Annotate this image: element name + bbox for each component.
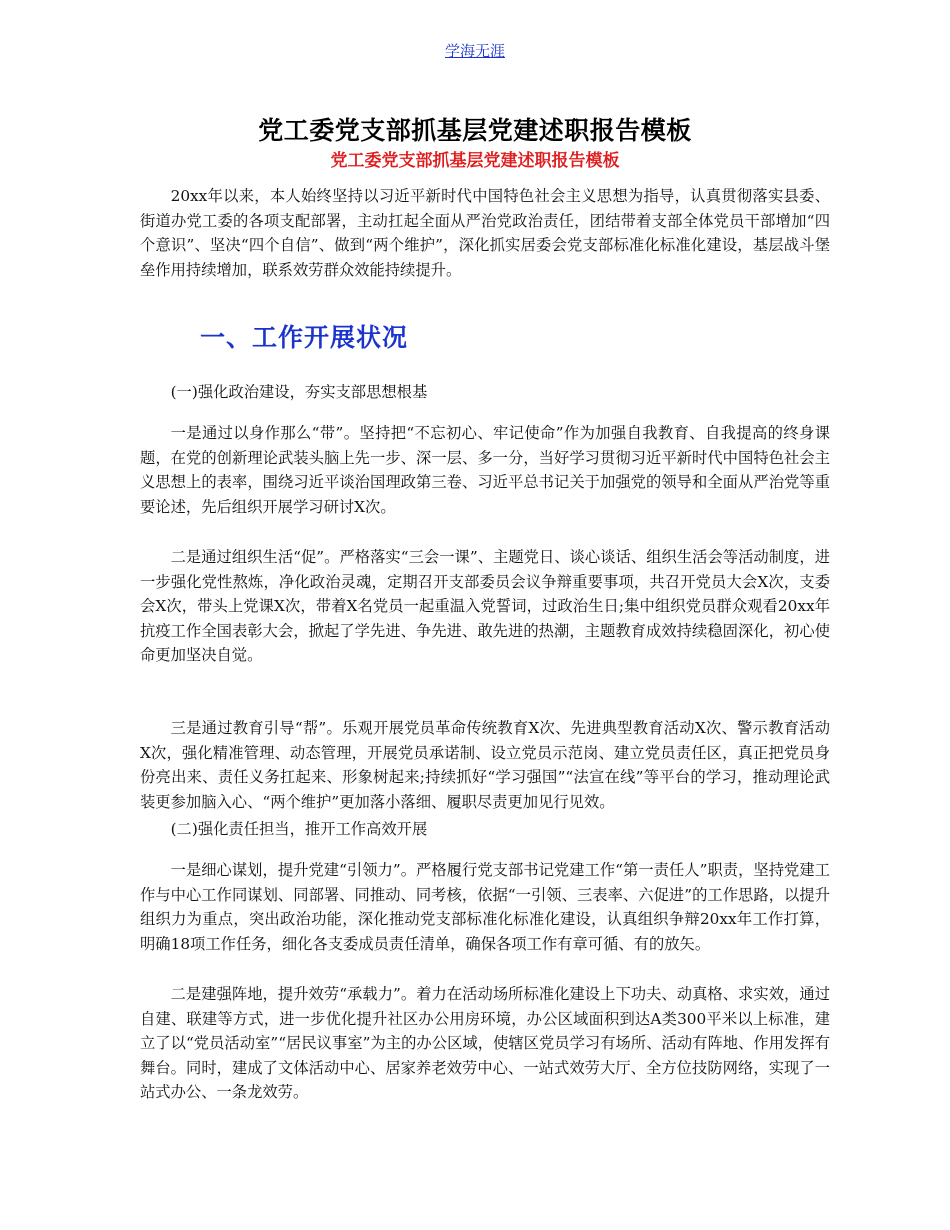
document-subtitle: 党工委党支部抓基层党建述职报告模板 — [330, 151, 620, 171]
intro-paragraph: 20xx年以来，本人始终坚持以习近平新时代中国特色社会主义思想为指导，认真贯彻落实县委、街道办党工委的各项支配部署，主动扛起全面从严治党政治责任，团结带着支部全体党员干部增加“四个意识”、坚决“四个自信”、做到“两个维护”，深化抓实居委会党支部标准化标准化建设，基层战斗堡垒作用持续增加，联系效劳群众效能持续提升。 — [140, 187, 830, 279]
body-paragraph-1: 一是通过以身作那么“带”。坚持把“不忘初心、牢记使命”作为加强自我教育、自我提高的终身课题，在党的创新理论武装头脑上先一步、深一层、多一分，当好学习贯彻习近平新时代中国特色社会主义思想上的表率，围绕习近平谈治国理政第三卷、习近平总书记关于加强党的领导和全面从严治党等重要论述，先后组织开展学习研讨X次。 — [140, 424, 830, 516]
document-title: 党工委党支部抓基层党建述职报告模板 — [258, 116, 692, 145]
body-paragraph-3: 三是通过教育引导“帮”。乐观开展党员革命传统教育X次、先进典型教育活动X次、警示教育活动X次，强化精准管理、动态管理，开展党员承诺制、设立党员示范岗、建立党员责任区，真正把党员身份亮出来、责任义务扛起来、形象树起来;持续抓好“学习强国”“法宣在线”等平台的学习，推动理论武装更参加脑入心、“两个维护”更加落小落细、履职尽责更加见行见效。 — [140, 719, 830, 811]
body-paragraph-2: 二是通过组织生活“促”。严格落实“三会一课”、主题党日、谈心谈话、组织生活会等活动制度，进一步强化党性熬炼，净化政治灵魂，定期召开支部委员会议争辩重要事项，共召开党员大会X次，支委会X次，带头上党课X次，带着X名党员一起重温入党誓词，过政治生日;集中组织党员群众观看20xx年抗疫工作全国表彰大会，掀起了学先进、争先进、敢先进的热潮，主题教育成效持续稳固深化，初心使命更加坚决自觉。 — [140, 548, 830, 664]
subsection-heading-1: (一)强化政治建设，夯实支部思想根基 — [170, 383, 428, 401]
section-heading: 一、工作开展状况 — [200, 323, 409, 352]
body-paragraph-5: 二是建强阵地，提升效劳“承载力”。着力在活动场所标准化建设上下功夫、动真格、求实效，通过自建、联建等方式，进一步优化提升社区办公用房环境，办公区域面积到达A类300平米以上标准，建立了以“党员活动室”“居民议事室”为主的办公区域，使辖区党员学习有场所、活动有阵地、作用发挥有舞台。同时，建成了文体活动中心、居家养老效劳中心、一站式效劳大厅、全方位技防网络，实现了一站式办公、一条龙效劳。 — [140, 985, 830, 1101]
header-link[interactable]: 学海无涯 — [444, 42, 505, 60]
body-paragraph-4: 一是细心谋划，提升党建“引领力”。严格履行党支部书记党建工作“第一责任人”职责，坚持党建工作与中心工作同谋划、同部署、同推动、同考核，依据“一引领、三表率、六促进”的工作思路，以提升组织力为重点，突出政治功能，深化推动党支部标准化标准化建设，认真组织争辩20xx年工作打算，明确18项工作任务，细化各支委成员责任清单，确保各项工作有章可循、有的放矢。 — [140, 861, 830, 953]
subsection-heading-2: (二)强化责任担当，推开工作高效开展 — [170, 820, 428, 838]
